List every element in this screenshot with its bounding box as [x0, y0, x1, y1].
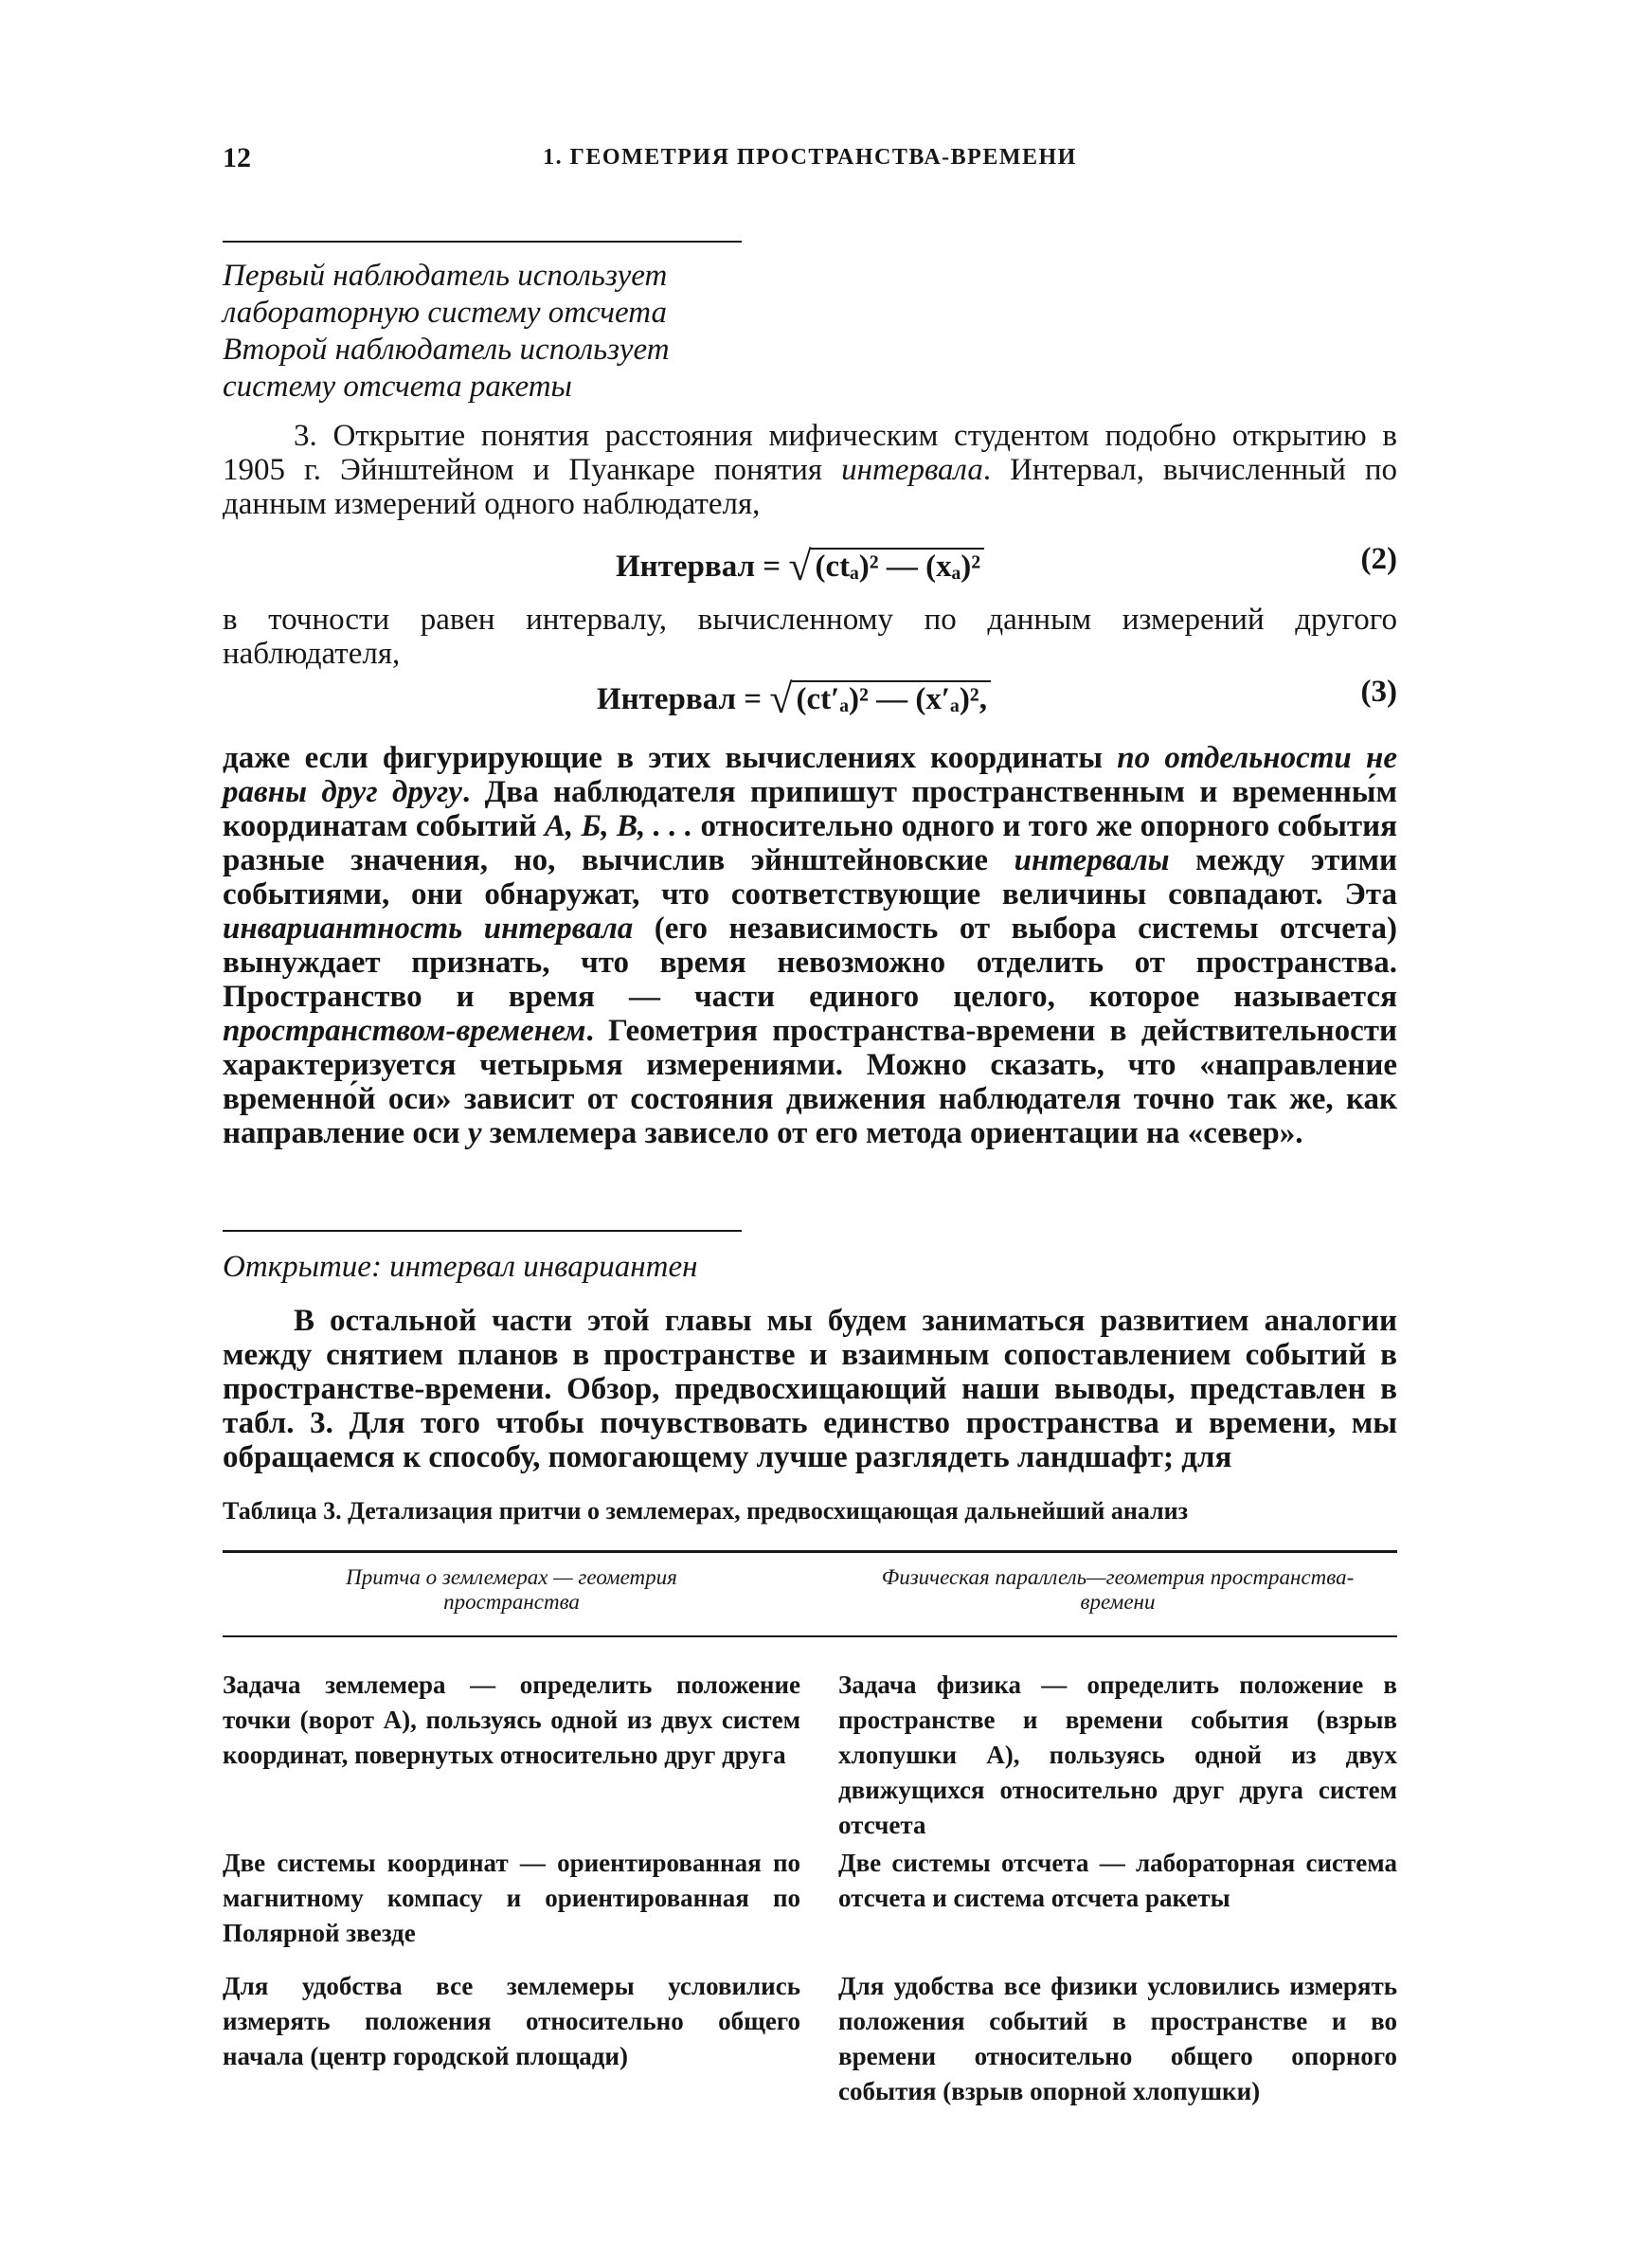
paragraph-main [223, 741, 1397, 1150]
formula-radicand: (ct′ₐ)² — (x′ₐ)², [792, 680, 990, 716]
equation-number: (2) [1360, 542, 1397, 576]
table-top-rule [223, 1550, 1397, 1553]
table-cell-right: Две системы отсчета — лабораторная система отсчета и система отсчета ракеты [838, 1849, 1397, 1912]
margin-note-rule [223, 241, 742, 243]
emphasis: интервалы [1014, 843, 1170, 877]
text-run: . Геометрия пространства-времени в действительности характеризуется четырьмя измерениями. Можно сказать, что «направление временно́й оси» зависит от состояния движения наблюдателя точно так же, как направление оси [223, 1014, 1397, 1150]
margin-note-line: Первый наблюдатель использует [223, 259, 668, 293]
table-cell-left: Задача землемера — определить положение точки (ворот А), пользуясь одной из двух систем координат, повернутых относительно друг друга [223, 1670, 800, 1769]
table-caption: Таблица 3. Детализация притчи о землемерах, предвосхищающая дальнейший анализ [223, 1497, 1189, 1525]
formula-lhs: Интервал = [616, 550, 789, 584]
text-run: 3. Открытие понятия расстояния мифическим студентом подобно открытию в 1905 г. Эйнштейном и Пуанкаре понятия [223, 419, 1397, 487]
text-run: . Интервал, вычисленный по данным измерений одного наблюдателя, [223, 453, 1397, 521]
text-run: даже если фигурирующие в этих вычислениях координаты [223, 741, 1118, 775]
sqrt-icon: √ [788, 543, 812, 589]
table-header [223, 1565, 1397, 1622]
table-cell-right: Задача физика — определить положение в пространстве и времени события (взрыв хлопушки А), пользуясь одной из двух движущихся относительно друг друга систем отсчета [838, 1670, 1397, 1839]
paragraph-next [223, 1304, 1397, 1474]
margin-note-line: Второй наблюдатель использует [223, 333, 670, 367]
page-number: 12 [223, 142, 251, 173]
emphasis: интервала [841, 453, 983, 487]
emphasis: y [467, 1116, 482, 1150]
formula-2 [223, 536, 1397, 589]
emphasis: А, Б, В, . . . [544, 809, 693, 843]
paragraph-between [223, 603, 1397, 671]
text-run: . Два наблюдателя припишут пространственным и временны́м координатам событий [223, 775, 1397, 843]
text-run: относительно одного и того же опорного события разные значения, но, вычислив эйнштейновские [223, 809, 1397, 877]
equation-number: (3) [1360, 675, 1397, 709]
table-cell-right: Для удобства все физики условились измерять положения событий в пространстве и во времени относительно общего опорного события (взрыв опорной хлопушки) [838, 1972, 1397, 2105]
margin-note-label: Открытие [223, 1250, 371, 1284]
page-header [223, 142, 1397, 180]
text-run: землемера зависело от его метода ориентации на «север». [481, 1116, 1303, 1150]
text-run: (его независимость от выбора системы отсчета) вынуждает признать, что время невозможно отделить от пространства. Пространство и время — части единого целого, которое называется [223, 912, 1398, 1014]
running-title: 1. ГЕОМЕТРИЯ ПРОСТРАНСТВА-ВРЕМЕНИ [543, 145, 1077, 170]
table-cell-left: Две системы координат — ориентированная по магнитному компасу и ориентированная по Полярной звезде [223, 1849, 800, 1947]
formula-radicand: (ctₐ)² — (xₐ)² [811, 548, 984, 584]
paragraph-3 [223, 419, 1397, 521]
margin-note-line: систему отсчета ракеты [223, 370, 572, 404]
margin-note-text: : интервал инвариантен [370, 1250, 698, 1284]
text-run: В остальной части этой главы мы будем заниматься развитием аналогии между снятием планов в пространстве и взаимным сопоставлением событий в пространстве-времени. Обзор, предвосхищающий наши выводы, представлен в табл. 3. Для того чтобы почувствовать единство пространства и времени, мы обращаемся к способу, помогающему лучше разглядеть ландшафт; для [223, 1304, 1397, 1474]
square-root [769, 675, 991, 723]
margin-note-rule [223, 1230, 742, 1232]
emphasis: инвариантность интервала [223, 912, 634, 946]
text-run: между этими событиями, они обнаружат, что соответствующие величины совпадают. Эта [223, 843, 1397, 912]
table-cell-left: Для удобства все землемеры условились измерять положения относительно общего начала (центр городской площади) [223, 1972, 800, 2070]
formula-3 [223, 669, 1397, 722]
formula-lhs: Интервал = [597, 682, 770, 716]
table-header-rule [223, 1635, 1397, 1637]
text-run: в точности равен интервалу, вычисленному по данным измерений другого наблюдателя, [223, 603, 1397, 671]
emphasis: по отдельности не равны друг другу [223, 741, 1397, 809]
emphasis: пространством-временем [223, 1014, 586, 1048]
margin-note-line: лабораторную систему отсчета [223, 296, 667, 330]
square-root [788, 542, 984, 590]
sqrt-icon: √ [769, 676, 793, 722]
margin-note-discovery [223, 1249, 829, 1286]
table-header-left: Притча о землемерах — геометрия пространства [346, 1565, 677, 1614]
margin-note-observers [223, 258, 829, 406]
table-header-right: Физическая параллель—геометрия пространства-времени [881, 1565, 1355, 1614]
